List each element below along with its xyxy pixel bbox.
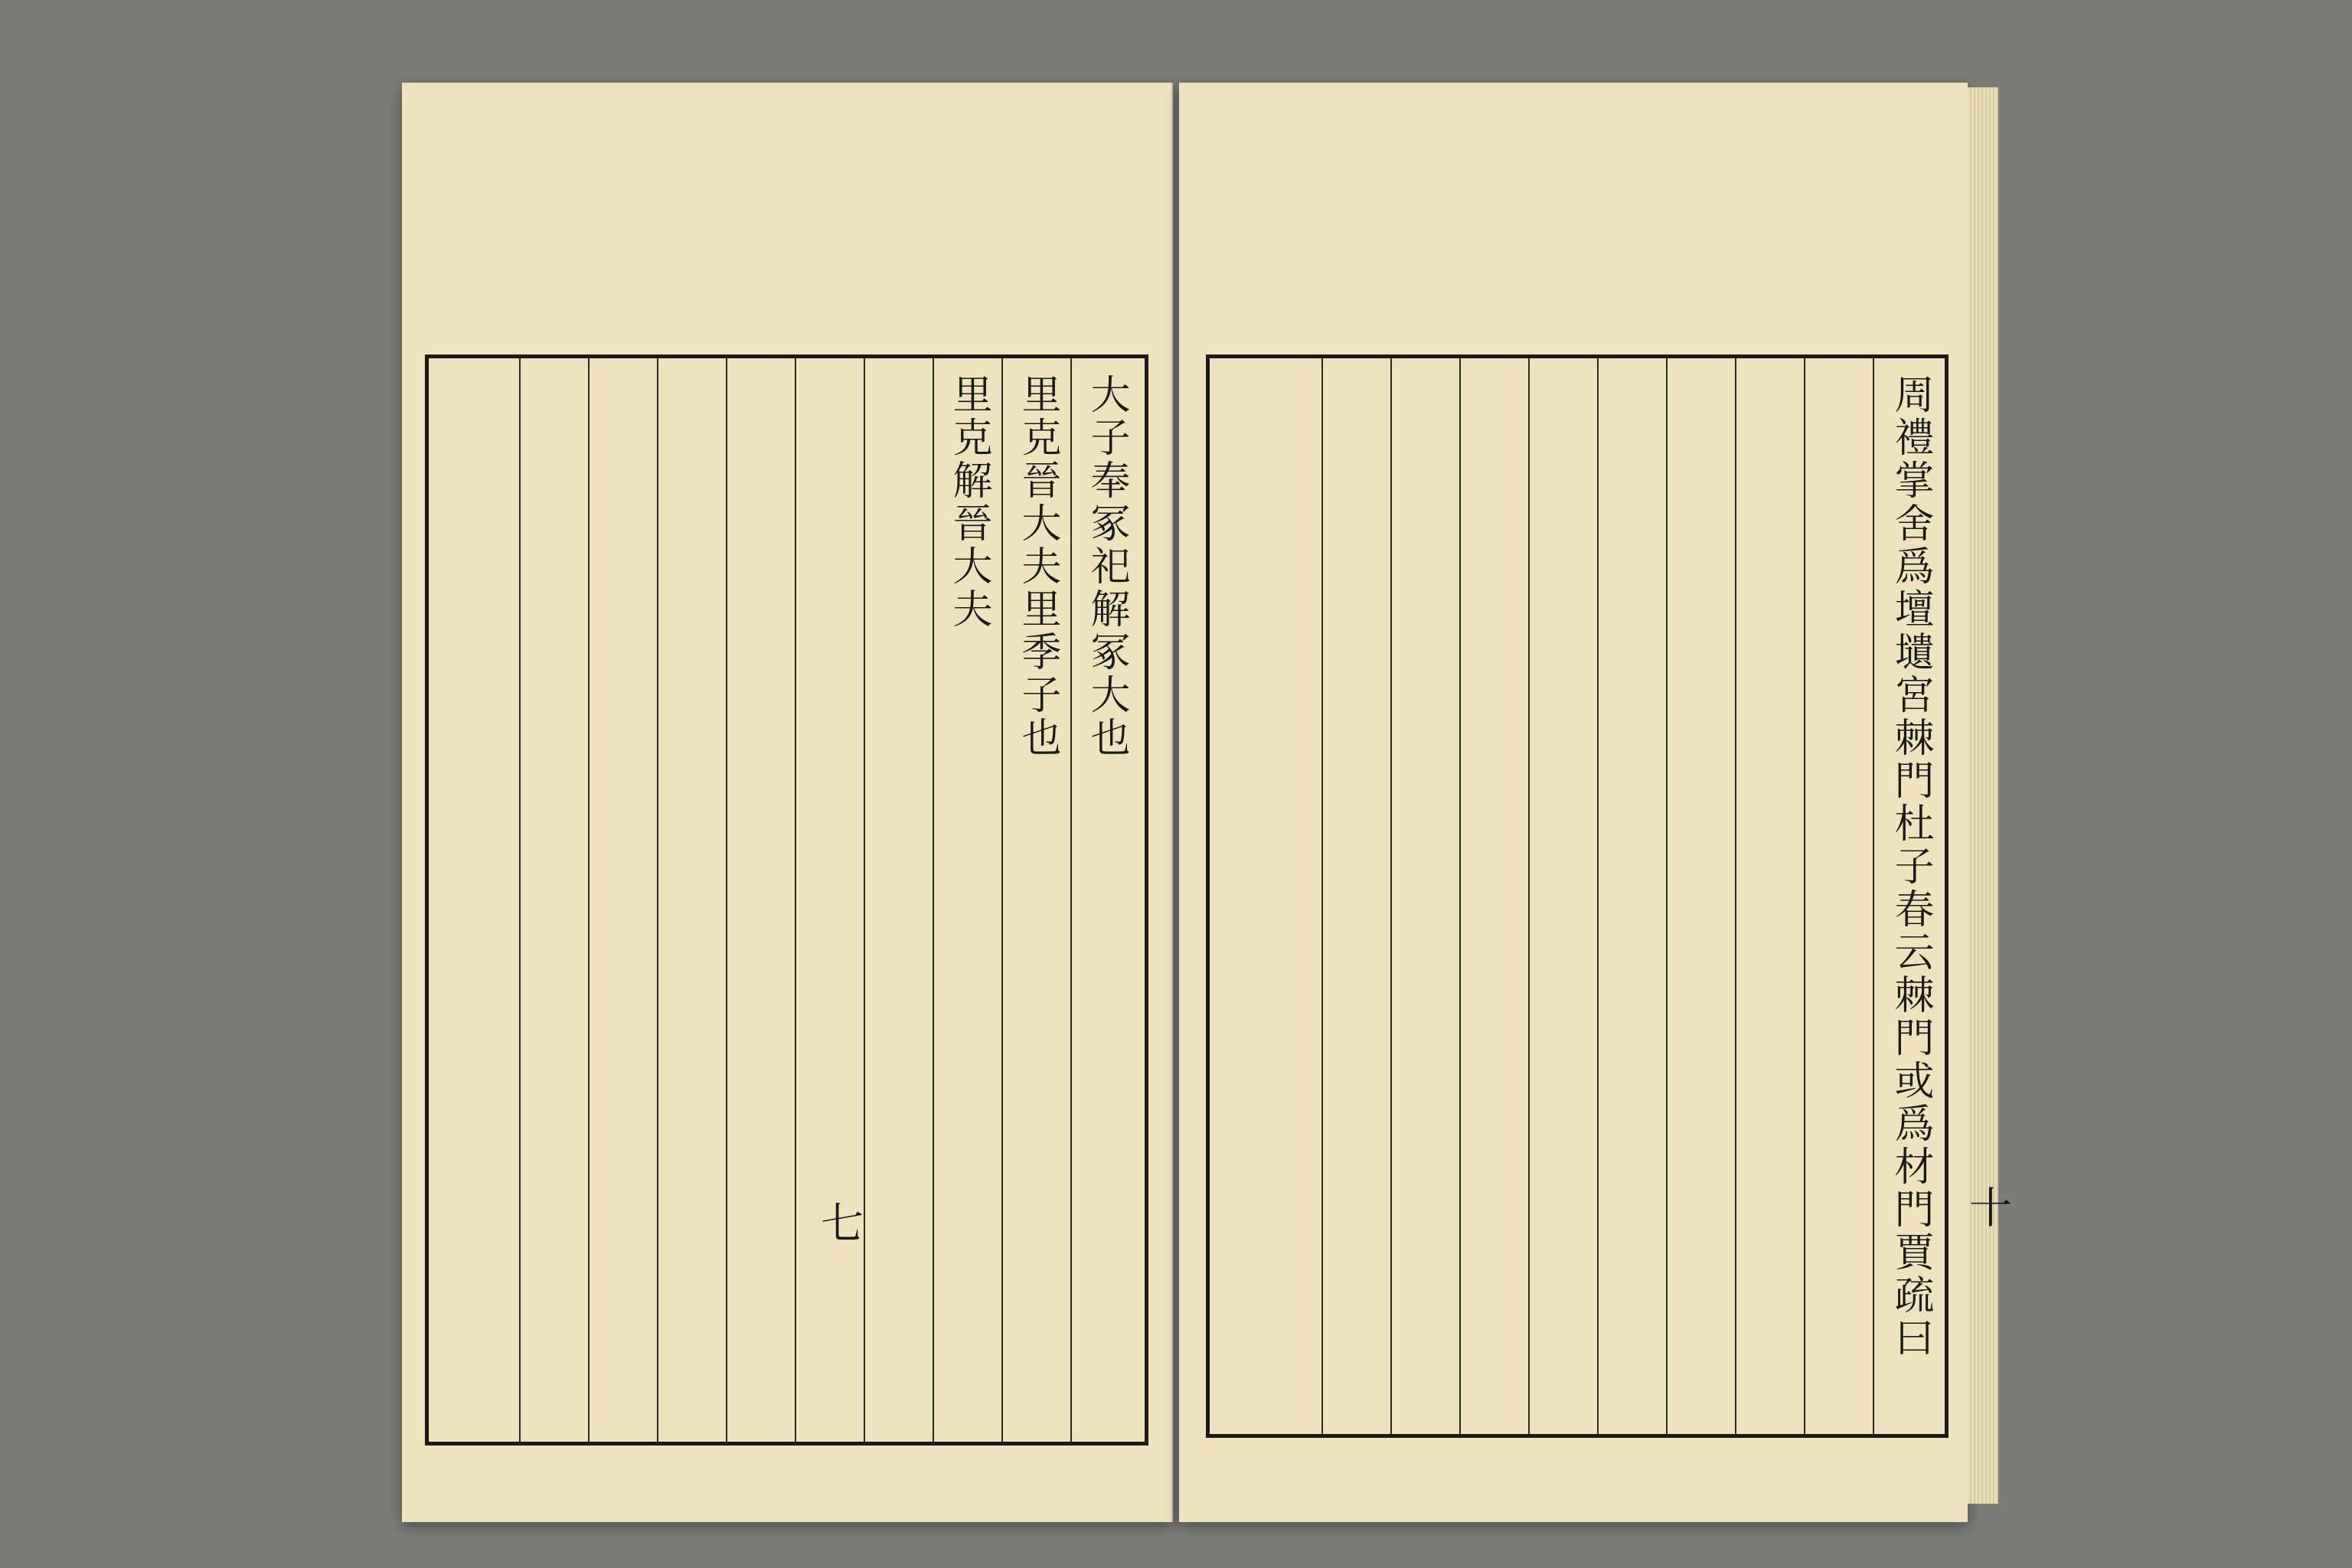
column-rule bbox=[1804, 358, 1805, 1434]
text-column: 大子奉冢祀解冢大也 bbox=[1083, 374, 1129, 760]
column-rule bbox=[657, 358, 658, 1442]
column-rule bbox=[519, 358, 521, 1442]
column-rule bbox=[1001, 358, 1003, 1442]
column-rule bbox=[933, 358, 934, 1442]
page-fore-edge bbox=[1968, 87, 1998, 1504]
column-rule bbox=[864, 358, 865, 1442]
column-rule bbox=[1666, 358, 1668, 1434]
page-number: 七 bbox=[814, 1200, 864, 1243]
left-page-frame bbox=[425, 354, 1148, 1446]
column-rule bbox=[1873, 358, 1874, 1434]
column-rule bbox=[1735, 358, 1736, 1434]
column-rule bbox=[795, 358, 796, 1442]
column-rule bbox=[1321, 358, 1323, 1434]
column-rule bbox=[1390, 358, 1392, 1434]
page-number: 十 bbox=[1962, 1185, 2012, 1228]
column-rule bbox=[1459, 358, 1461, 1434]
text-column: 里克解晉大夫 bbox=[946, 374, 991, 631]
column-rule bbox=[1528, 358, 1530, 1434]
text-column: 里克晉大夫里季子也 bbox=[1014, 374, 1060, 760]
right-page bbox=[1179, 83, 2012, 1522]
column-rule bbox=[1597, 358, 1599, 1434]
column-rule bbox=[726, 358, 727, 1442]
text-column: 周禮掌舍爲壇壝宮棘門杜子春云棘門或爲材門賈疏曰 bbox=[1887, 374, 1933, 1360]
book-spread bbox=[402, 83, 2012, 1522]
column-rule bbox=[1070, 358, 1072, 1442]
left-page bbox=[402, 83, 1173, 1522]
column-rule bbox=[588, 358, 590, 1442]
right-page-frame bbox=[1206, 354, 1949, 1438]
